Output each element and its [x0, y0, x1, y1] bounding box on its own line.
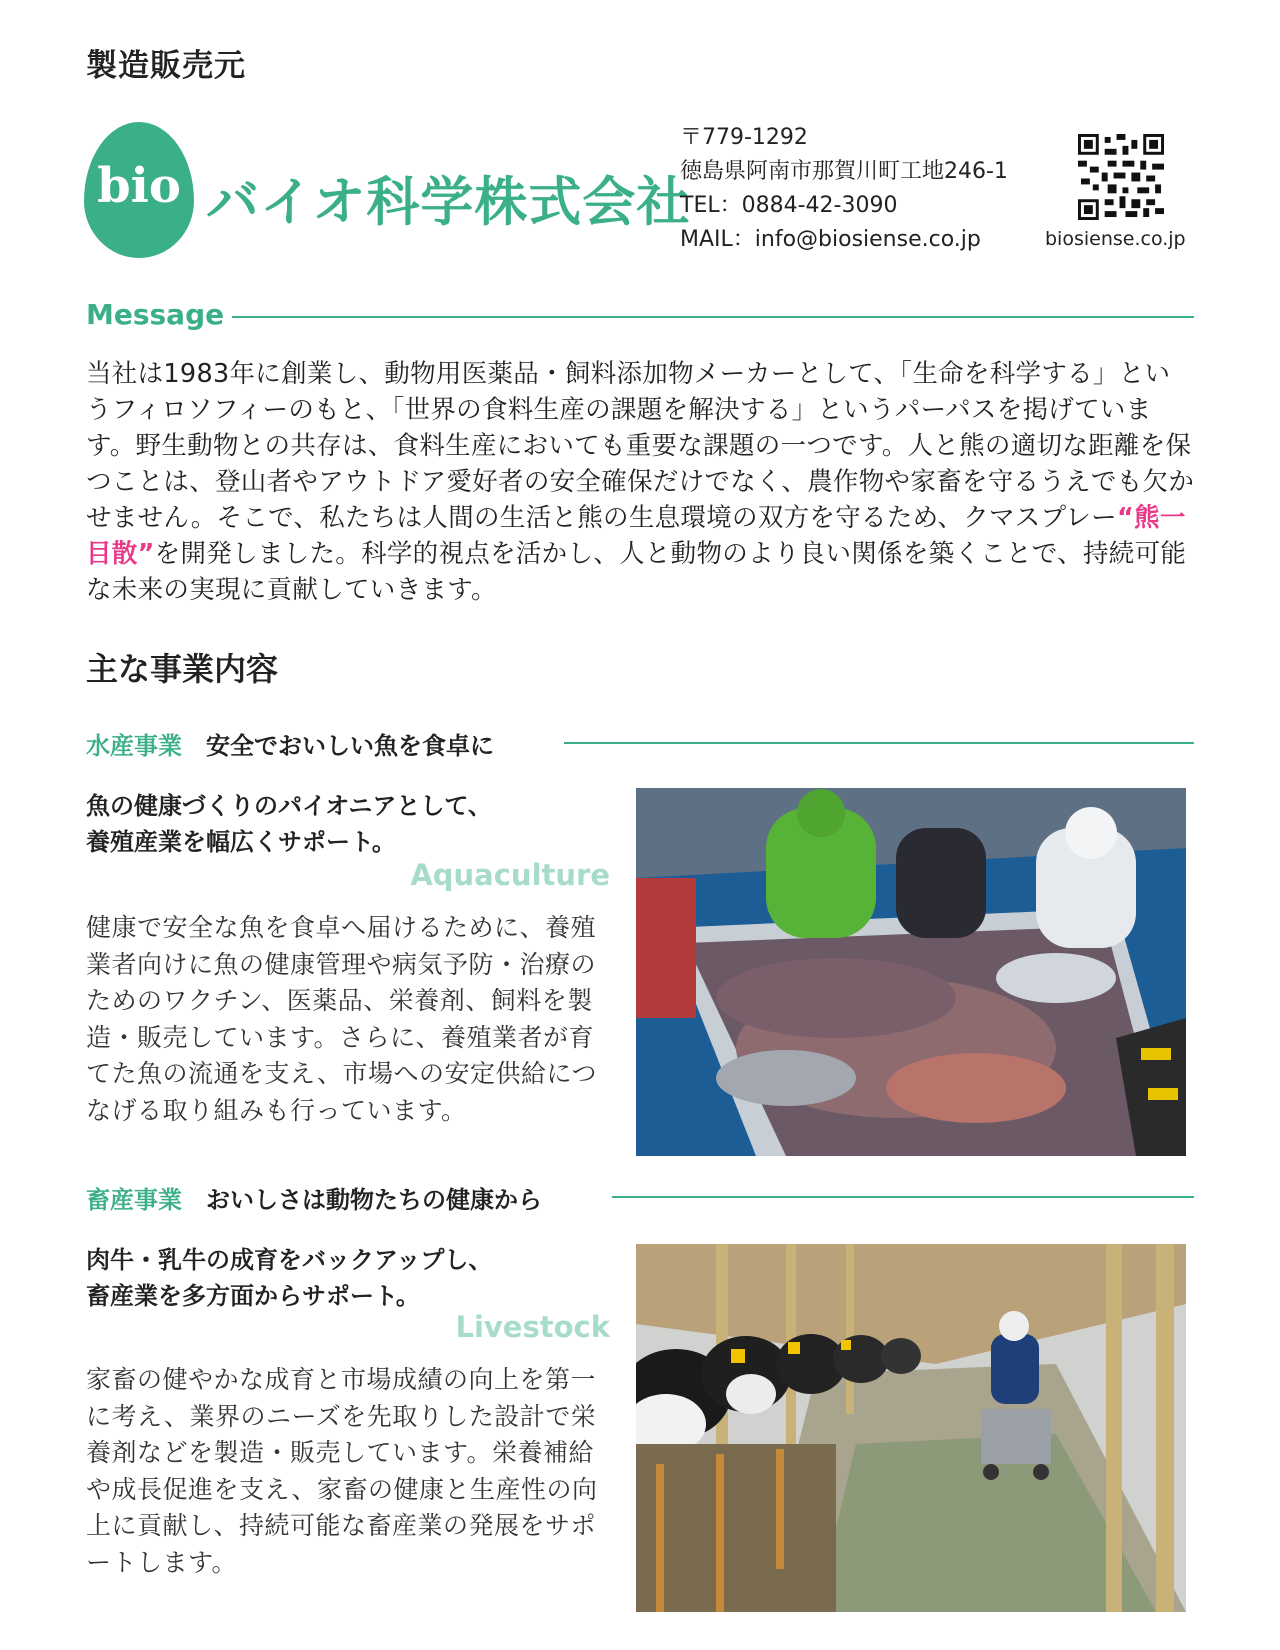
phone: TEL：0884-42-3090	[680, 193, 898, 218]
aquaculture-english: Aquaculture	[410, 858, 610, 892]
postal-code: 〒779-1292	[680, 125, 808, 150]
divider	[232, 316, 1194, 318]
message-text-part: 当社は1983年に創業し、動物用医薬品・飼料添加物メーカーとして、「生命を科学する」というフィロソフィーのもと、「世界の食料生産の課題を解決する」というパーパスを掲げています。野生動物との共存は、食料生産においても重要な課題の一つです。人と熊の適切な距離を保つことは、登山者やアウトドア愛好者の安全確保だけでなく、農作物や家畜を守るうえでも欠かせません。そこで、私たちは人間の生活と熊の生息環境の双方を守るため、クマスプレー	[86, 359, 1195, 533]
product-name-highlight: “熊一目散”	[86, 503, 1186, 569]
address: 徳島県阿南市那賀川町工地246-1	[680, 159, 1008, 184]
divider	[612, 1196, 1194, 1198]
company-name: バイオ科学株式会社	[206, 172, 691, 233]
message-heading: Message	[86, 298, 225, 331]
aquaculture-lead-line: 養殖産業を幅広くサポート。	[86, 828, 396, 856]
livestock-lead-line: 畜産業を多方面からサポート。	[86, 1282, 420, 1310]
livestock-english: Livestock	[455, 1310, 610, 1344]
qr-code-icon[interactable]	[1078, 134, 1164, 220]
business-title: 主な事業内容	[86, 650, 279, 688]
livestock-lead-line: 肉牛・乳牛の成育をバックアップし、	[86, 1246, 493, 1274]
message-text-part: を開発しました。科学的視点を活かし、人と動物のより良い関係を築くことで、持続可能な未来の実現に貢献していきます。	[86, 539, 1187, 605]
section-label: 製造販売元	[86, 48, 246, 84]
livestock-lead	[86, 1242, 606, 1314]
livestock-heading	[86, 1180, 542, 1215]
logo-text: bio	[97, 158, 181, 214]
qr-caption[interactable]: biosiense.co.jp	[1045, 228, 1186, 250]
email[interactable]: MAIL：info@biosiense.co.jp	[680, 227, 981, 252]
livestock-tagline: おいしさは動物たちの健康から	[206, 1186, 542, 1214]
aquaculture-photo	[636, 788, 1186, 1156]
livestock-photo	[636, 1244, 1186, 1612]
aquaculture-body: 健康で安全な魚を食卓へ届けるために、養殖業者向けに魚の健康管理や病気予防・治療のためのワクチン、医薬品、栄養剤、飼料を製造・販売しています。さらに、養殖業者が育てた魚の流通を支え、市場への安定供給につなげる取り組みも行っています。	[86, 913, 598, 1125]
livestock-body: 家畜の健やかな成育と市場成績の向上を第一に考え、業界のニーズを先取りした設計で栄養剤などを製造・販売しています。栄養補給や成長促進を支え、家畜の健康と生産性の向上に貢献し、持続可能な畜産業の発展をサポートします。	[86, 1365, 598, 1577]
divider	[564, 742, 1194, 744]
aquaculture-lead	[86, 788, 606, 860]
aquaculture-label: 水産事業	[86, 732, 182, 760]
aquaculture-lead-line: 魚の健康づくりのパイオニアとして、	[86, 792, 492, 820]
message-text	[86, 356, 1196, 608]
livestock-label: 畜産事業	[86, 1186, 182, 1214]
aquaculture-tagline: 安全でおいしい魚を食卓に	[206, 732, 494, 760]
aquaculture-heading	[86, 726, 494, 761]
